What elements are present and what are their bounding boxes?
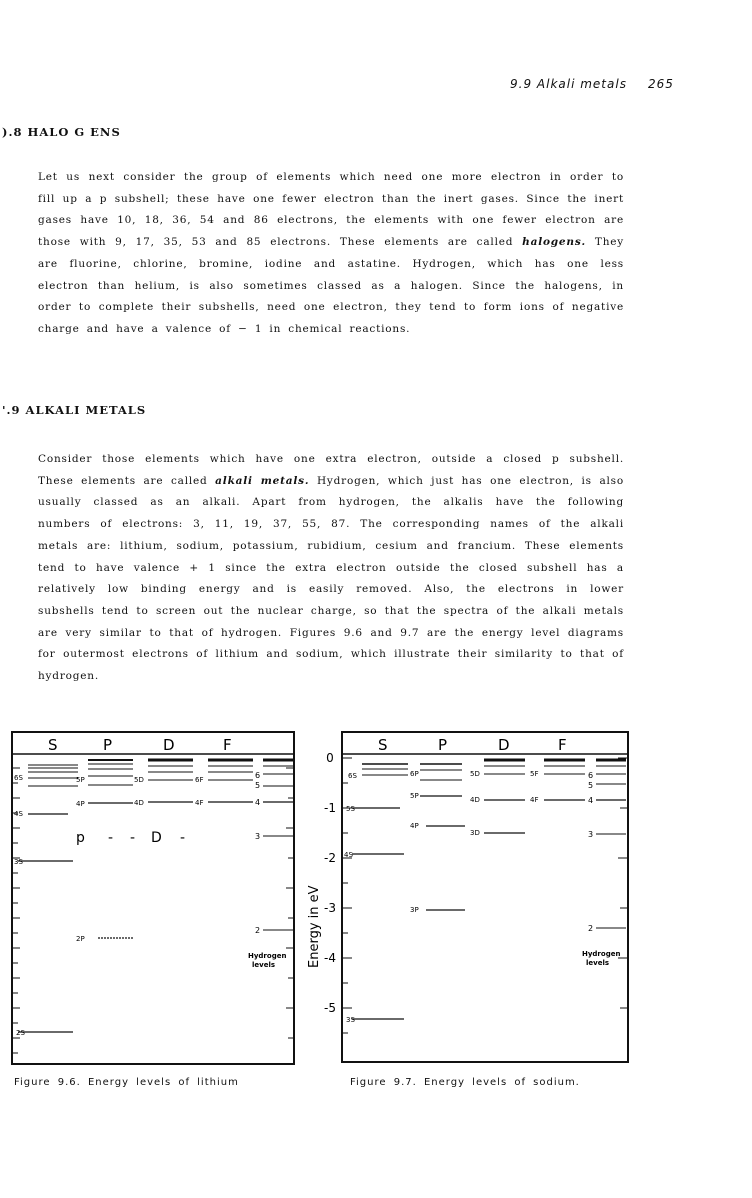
lithium-h-2: 2 [255, 926, 261, 935]
sodium-label-6p: 6P [410, 770, 419, 778]
sodium-label-6s: 6S [348, 772, 357, 780]
lithium-h-5: 5 [255, 781, 261, 790]
caption-lithium: Figure 9.6. Energy levels of lithium [14, 1077, 239, 1088]
section-heading-halogens: ).8 HALO G ENS [2, 125, 121, 139]
caption-sodium: Figure 9.7. Energy levels of sodium. [350, 1077, 580, 1088]
lithium-h-4: 4 [255, 798, 261, 807]
lithium-col-p: P [103, 736, 113, 754]
sodium-h-5: 5 [588, 781, 594, 790]
sodium-col-s: S [378, 736, 388, 754]
paragraph-halogens [38, 167, 624, 341]
halogens-term: halogens. [522, 236, 587, 249]
sodium-h-6: 6 [588, 771, 594, 780]
lithium-col-f: F [223, 736, 232, 754]
sodium-label-5d: 5D [470, 770, 480, 778]
lithium-mid-d: D [151, 830, 162, 846]
sodium-frame [342, 732, 628, 1062]
sodium-col-d: D [498, 736, 510, 754]
sodium-label-4p: 4P [410, 822, 419, 830]
sodium-col-f: F [558, 736, 567, 754]
lithium-label-5d: 5D [134, 776, 144, 784]
lithium-h-3: 3 [255, 832, 261, 841]
lithium-label-3s: 3S [14, 858, 23, 866]
lithium-label-2s: 2S [16, 1029, 25, 1037]
lithium-label-4f: 4F [195, 799, 204, 807]
sodium-hydrogen-label: Hydrogen [582, 950, 621, 958]
lithium-label-6f: 6F [195, 776, 204, 784]
sodium-col-p: P [438, 736, 448, 754]
lithium-label-4s: 4S [14, 810, 23, 818]
figure-lithium [8, 728, 298, 1068]
halogens-text-1: Let us next consider the group of elements which need one more electron in order to fill up a p subshell; these have one fewer electron than the inert gases. Since the inert gases have 10, 18, 36, 54 and 86 electrons, the elements with one fewer electron are those with 9, 17, 35, 53 and 85 electrons. These elements are called [38, 171, 624, 249]
lithium-mid-dash-1: - [108, 830, 114, 846]
sodium-label-5s: 5S [346, 805, 355, 813]
running-header-title: 9.9 Alkali metals [510, 77, 627, 91]
lithium-label-2p: 2P [76, 935, 85, 943]
lithium-level-lines [18, 760, 293, 1032]
lithium-mid-p: p [76, 830, 85, 846]
sodium-y-axis-label: Energy in eV [307, 885, 322, 968]
section-heading-alkali: '.9 ALKALI METALS [2, 403, 147, 417]
lithium-h-6: 6 [255, 771, 261, 780]
lithium-col-d: D [163, 736, 175, 754]
halogens-text-2: They are fluorine, chlorine, bromine, iodine and astatine. Hydrogen, which has one less electron than helium, is also sometimes classed as a halogen. Since the halogens, in order to complete their subshells, need one electron, they tend to form ions of negative charge and have a valence of − 1 in chemical reactions. [38, 236, 624, 335]
sodium-label-5f: 5F [530, 770, 539, 778]
sodium-tick-3: -3 [324, 901, 336, 915]
lithium-hydrogen-label: Hydrogen [248, 952, 287, 960]
sodium-label-4f: 4F [530, 796, 539, 804]
lithium-mid-dash-3: - [180, 830, 186, 846]
sodium-label-5p: 5P [410, 792, 419, 800]
lithium-frame [12, 732, 294, 1064]
sodium-label-3d: 3D [470, 829, 480, 837]
alkali-term: alkali metals. [215, 474, 310, 487]
sodium-tick-4: -4 [324, 951, 336, 965]
lithium-col-s: S [48, 736, 58, 754]
sodium-ticks [342, 758, 628, 1033]
sodium-h-3: 3 [588, 830, 594, 839]
sodium-label-3p: 3P [410, 906, 419, 914]
lithium-label-5p: 5P [76, 776, 85, 784]
sodium-h-2: 2 [588, 924, 594, 933]
sodium-level-lines [352, 760, 626, 1019]
lithium-label-4p: 4P [76, 800, 85, 808]
paragraph-alkali [38, 449, 624, 688]
sodium-tick-0: 0 [326, 751, 334, 765]
figure-sodium [300, 728, 635, 1068]
page-number: 265 [648, 77, 674, 91]
sodium-tick-5: -5 [324, 1001, 336, 1015]
lithium-ticks [12, 768, 294, 1053]
alkali-text-1: Consider those elements which have one extra electron, outside a closed p subshell. These elements are called [38, 453, 624, 487]
sodium-label-4d: 4D [470, 796, 480, 804]
sodium-levels-label: levels [586, 959, 610, 967]
sodium-tick-2: -2 [324, 851, 336, 865]
lithium-label-6s: 6S [14, 774, 23, 782]
lithium-label-4d: 4D [134, 799, 144, 807]
lithium-mid-dash-2: - [130, 830, 136, 846]
sodium-label-4s: 4S [344, 851, 353, 859]
alkali-text-2: Hydrogen, which just has one electron, is also usually classed as an alkali. Apart from hydrogen, the alkalis have the following numbers of electrons: 3, 11, 19, 37, 55, 87. The corresponding names of the alkali metals are: lithium, sodium, potassium, rubidium, cesium and francium. These elements tend to have valence + 1 since the extra electron outside the closed subshell has a relatively low binding energy and is easily removed. Also, the electrons in lower subshells tend to screen out the nuclear charge, so that the spectra of the alkali metals are very similar to that of hydrogen. Figures 9.6 and 9.7 are the energy level diagrams for outermost electrons of lithium and sodium, which illustrate their similarity to that of hydrogen. [38, 474, 624, 683]
lithium-levels-label: levels [252, 961, 276, 969]
sodium-tick-1: -1 [324, 801, 336, 815]
sodium-h-4: 4 [588, 796, 594, 805]
sodium-label-3s: 3S [346, 1016, 355, 1024]
